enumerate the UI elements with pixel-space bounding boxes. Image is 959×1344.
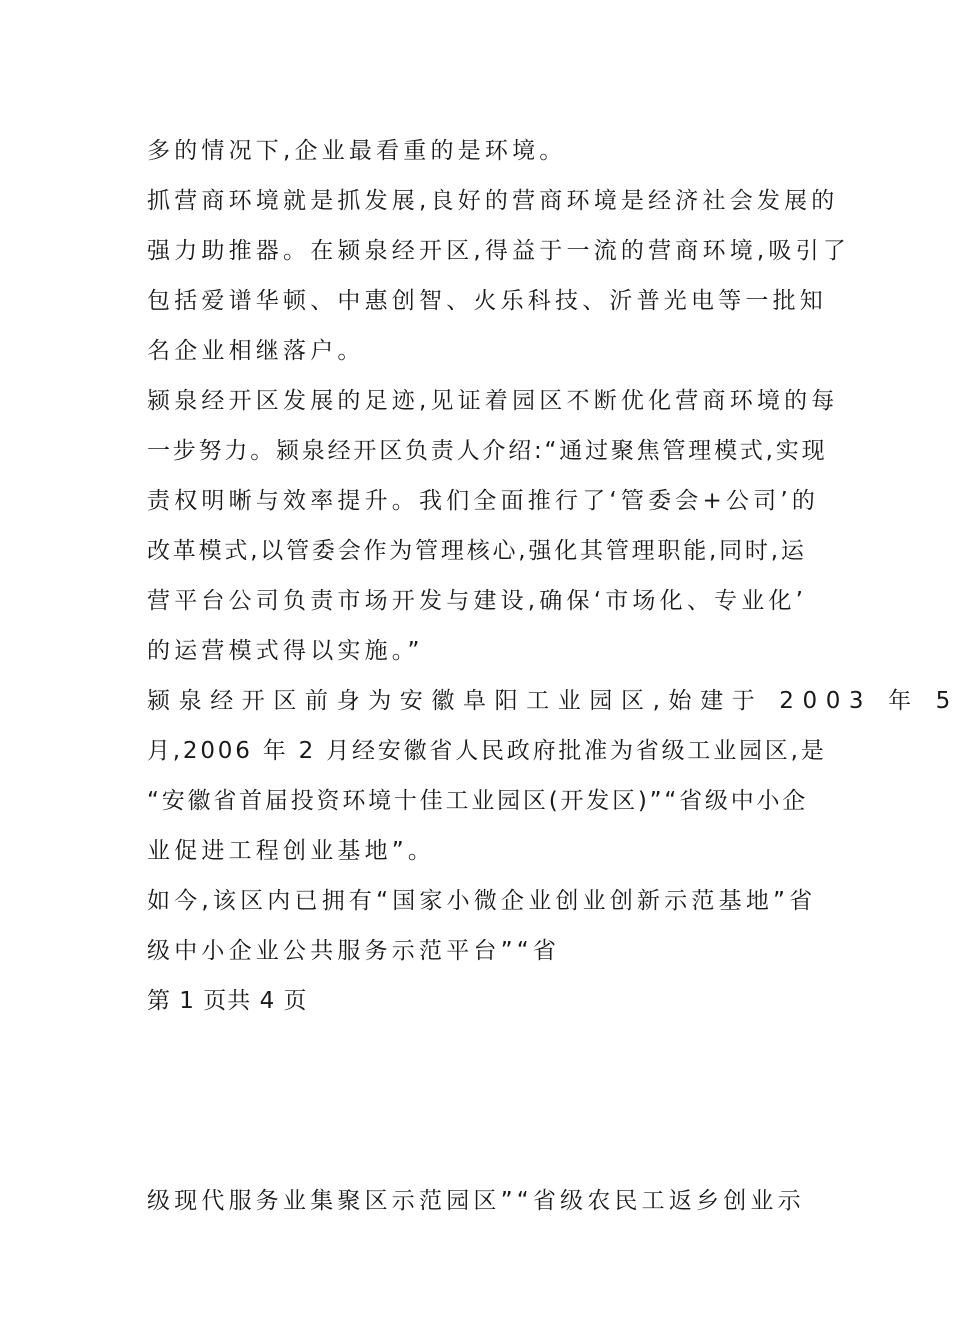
paragraph-line: 抓营商环境就是抓发展,良好的营商环境是经济社会发展的 [147, 188, 839, 214]
paragraph-line: 颍泉经开区发展的足迹,见证着园区不断优化营商环境的每 [147, 388, 839, 414]
paragraph-line: 一步努力。颍泉经开区负责人介绍:“通过聚焦管理模式,实现 [147, 438, 828, 464]
paragraph-line: 月,2006 年 2 月经安徽省人民政府批准为省级工业园区,是 [147, 738, 827, 764]
paragraph-line: 级现代服务业集聚区示范园区”“省级农民工返乡创业示 [147, 1188, 805, 1214]
paragraph-line: 级中小企业公共服务示范平台”“省 [147, 938, 561, 964]
paragraph-line: 改革模式,以管委会作为管理核心,强化其管理职能,同时,运 [147, 538, 807, 564]
paragraph-line: 强力助推器。在颍泉经开区,得益于一流的营商环境,吸引了 [147, 238, 851, 264]
paragraph-line: 包括爱谱华顿、中惠创智、火乐科技、沂普光电等一批知 [147, 288, 827, 314]
paragraph-line: 如今,该区内已拥有“国家小微企业创业创新示范基地”省 [147, 888, 817, 914]
paragraph-line: 营平台公司负责市场开发与建设,确保‘市场化、专业化’ [147, 588, 808, 614]
paragraph-line: 颍泉经开区前身为安徽阜阳工业园区,始建于 2003 年 5 [147, 688, 959, 714]
paragraph-line: 业促进工程创业基地”。 [147, 838, 436, 864]
paragraph-line: “安徽省首届投资环境十佳工业园区(开发区)”“省级中小企 [147, 788, 809, 814]
paragraph-line: 的运营模式得以实施。” [147, 638, 424, 664]
paragraph-line: 责权明晰与效率提升。我们全面推行了‘管委会+公司’的 [147, 488, 820, 514]
page-number-footer: 第 1 页共 4 页 [147, 988, 308, 1014]
paragraph-line: 多的情况下,企业最看重的是环境。 [147, 138, 567, 164]
paragraph-line: 名企业相继落户。 [147, 338, 365, 364]
